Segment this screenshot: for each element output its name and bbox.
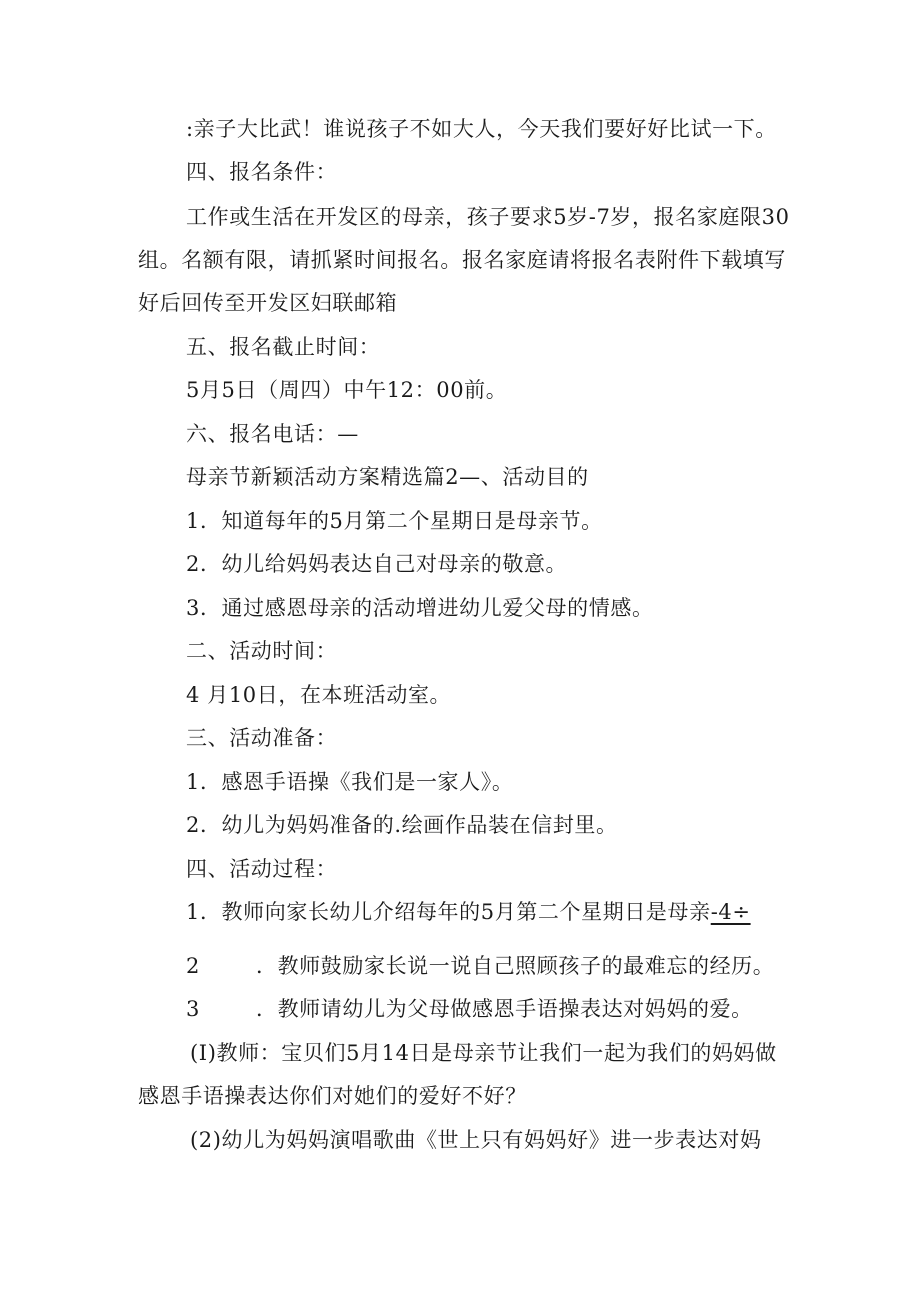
paragraph-line: 工作或生活在开发区的母亲，孩子要求5岁-7岁，报名家庭限30	[186, 205, 790, 229]
paragraph-line: 感恩手语操表达你们对她们的爱好不好？	[138, 1084, 527, 1108]
section-heading: 四、报名条件：	[186, 160, 338, 184]
list-item: 1．感恩手语操《我们是一家人》。	[186, 770, 514, 794]
paragraph-line: :亲子大比武！谁说孩子不如大人，今天我们要好好比试一下。	[186, 117, 777, 141]
paragraph-line: (I)教师：宝贝们5月14日是母亲节让我们一起为我们的妈妈做	[190, 1041, 777, 1065]
list-item	[186, 897, 751, 927]
paragraph-line: 4 月10日，在本班活动室。	[186, 683, 452, 707]
list-item: 1．知道每年的5月第二个星期日是母亲节。	[186, 509, 603, 533]
list-item	[186, 994, 753, 1024]
paragraph-line: 组。名额有限，请抓紧时间报名。报名家庭请将报名表附件下载填写	[138, 248, 786, 272]
list-item-text: ．教师鼓励家长说一说自己照顾孩子的最难忘的经历。	[255, 954, 775, 978]
section-heading: 母亲节新颖活动方案精选篇2—、活动目的	[186, 465, 589, 489]
section-heading: 三、活动准备：	[186, 726, 338, 750]
list-item-number: 3	[186, 997, 200, 1021]
list-item-text: ．教师请幼儿为父母做感恩手语操表达对妈妈的爱。	[255, 997, 753, 1021]
list-item: 3．通过感恩母亲的活动增进幼儿爱父母的情感。	[186, 596, 654, 620]
section-heading: 六、报名电话：—	[186, 422, 359, 446]
list-item: 2．幼儿为妈妈准备的.绘画作品装在信封里。	[186, 813, 618, 837]
list-item-number: 2	[186, 954, 200, 978]
section-heading: 五、报名截止时间：	[186, 335, 381, 359]
list-item: 2．幼儿给妈妈表达自己对母亲的敬意。	[186, 552, 568, 576]
paragraph-line: 好后回传至开发区妇联邮箱	[138, 291, 398, 315]
section-heading: 二、活动时间：	[186, 639, 338, 663]
underlined-fragment: -4÷	[710, 900, 751, 924]
list-item-text: 1．教师向家长幼儿介绍每年的5月第二个星期日是母亲	[186, 900, 711, 924]
section-heading: 四、活动过程：	[186, 857, 338, 881]
list-item	[186, 951, 774, 981]
paragraph-line: 5月5日（周四）中午12：00前。	[186, 378, 508, 402]
paragraph-line: (2)幼儿为妈妈演唱歌曲《世上只有妈妈好》进一步表达对妈	[190, 1128, 762, 1152]
